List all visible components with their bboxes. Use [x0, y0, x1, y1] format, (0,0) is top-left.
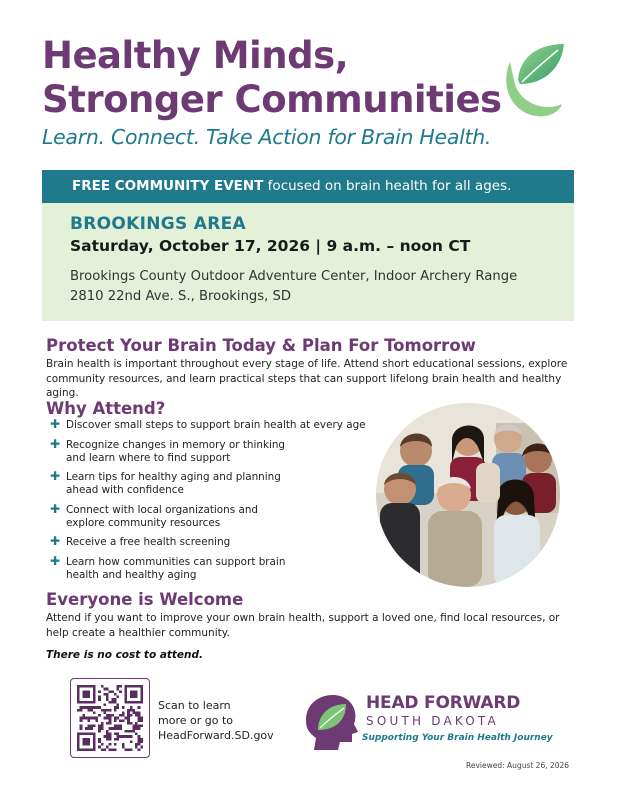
event-datetime: Saturday, October 17, 2026 | 9 a.m. – noon CT — [70, 237, 471, 255]
org-state: SOUTH DAKOTA — [366, 714, 499, 728]
org-name: HEAD FORWARD — [366, 693, 521, 713]
head-leaf-logo — [296, 690, 360, 750]
event-details — [42, 203, 574, 321]
event-banner — [42, 170, 574, 203]
plus-icon: ✚ — [50, 553, 61, 568]
list-item: ✚ Receive a free health screening — [50, 534, 231, 548]
qr-code-frame — [70, 678, 150, 758]
welcome-body: Attend if you want to improve your own brain health, support a loved one, find local resources, or help create a healthier community. — [46, 612, 560, 639]
list-item: ✚ Connect with local organizations and explore community resources — [50, 501, 258, 529]
plus-icon: ✚ — [50, 436, 61, 451]
list-item: ✚ Learn how communities can support brain health and healthy aging — [50, 553, 286, 581]
qr-code[interactable] — [77, 685, 143, 751]
title-line-2: Stronger Communities — [42, 78, 502, 121]
why-list — [50, 419, 370, 588]
protect-body: Brain health is important throughout every stage of life. Attend short educational sessions, explore community resources, and learn practical steps that can support lifelong brain health and healthy aging. — [46, 358, 568, 399]
protect-heading: Protect Your Brain Today & Plan For Tomorrow — [46, 336, 476, 355]
welcome-heading: Everyone is Welcome — [46, 590, 244, 609]
qr-line-1: Scan to learn — [158, 699, 231, 712]
list-item: ✚ Recognize changes in memory or thinking and learn where to find support — [50, 436, 286, 464]
plus-icon: ✚ — [50, 469, 61, 483]
plus-icon: ✚ — [50, 534, 61, 548]
title-line-1: Healthy Minds, — [42, 34, 349, 77]
no-cost-note: There is no cost to attend. — [46, 649, 204, 661]
reviewed-date: Reviewed: August 26, 2026 — [466, 761, 570, 770]
leaf-icon — [496, 40, 566, 120]
list-item: ✚ Discover small steps to support brain health at every age — [50, 417, 366, 431]
banner-bold: FREE COMMUNITY EVENT — [72, 178, 264, 194]
plus-icon: ✚ — [50, 417, 61, 431]
tagline: Learn. Connect. Take Action for Brain Health. — [42, 125, 492, 149]
event-venue-block — [70, 267, 546, 307]
event-address: 2810 22nd Ave. S., Brookings, SD — [70, 289, 292, 304]
event-area: BROOKINGS AREA — [70, 214, 247, 234]
event-venue: Brookings County Outdoor Adventure Center, Indoor Archery Range — [70, 269, 518, 284]
list-item: ✚ Learn tips for healthy aging and planning ahead with confidence — [50, 469, 281, 496]
qr-line-2: more or go to — [158, 714, 233, 727]
why-heading: Why Attend? — [46, 399, 166, 418]
plus-icon: ✚ — [50, 501, 61, 516]
group-photo — [376, 403, 560, 587]
banner-text: focused on brain health for all ages. — [263, 178, 512, 194]
qr-caption — [158, 698, 278, 743]
org-tagline: Supporting Your Brain Health Journey — [362, 733, 553, 743]
page-title — [42, 34, 512, 122]
qr-link[interactable]: HeadForward.SD.gov — [158, 729, 274, 742]
